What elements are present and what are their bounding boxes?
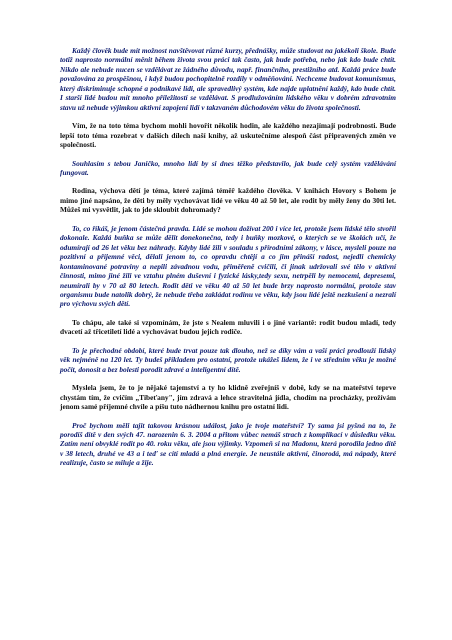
paragraph-god-2: Souhlasím s tebou Janičko, mnoho lidí by si dnes těžko představilo, jak bude celý systém vzdělávání fungovat. — [60, 158, 396, 177]
paragraph-author-4: Myslela jsem, že to je nějaké tajemství a ty ho klidně zveřejníš v době, kdy se na mateřství teprve chystám tím, že cvičím „Tibeťany", jím zdravá a lehce stravitelná jídla, chodím na procházky, prožívám jenom samé příjemné chvíle a píšu tuto nádhernou knihu pro ostatní lidi. — [60, 383, 396, 412]
paragraph-god-3: To, co říkáš, je jenom částečná pravda. Lidé se mohou dožívat 200 i více let, protože jsem lidské tělo stvořil dokonale. Každá buňka se může dělit donekonečna, tedy i buňky mozkové, o kterých se ve školách učí, že odumírají od 26 let věku bez náhrady. Kdyby lidé žili v souladu s přírodními zákony, v lásce, mysleli pouze na pozitivní a příjemné věci, dělali jenom to, co opravdu chtějí a co jim přináší radost, nejedli chemicky kontaminované potraviny a nepili závadnou vodu, přiměřeně cvičili, či jinak udržovali své tělo v aktivní činnosti, mimo jiné žili ve vztahu plném duševní i fyzické lásky,tedy sexu, netrpěli by nemocemi, depresemi, neumírali by v 70 až 80 letech. Rodit děti ve věku 40 až 50 let bude brzy naprosto normální, protože stav organismu bude natolik dobrý, že nebude třeba zakládat rodinu ve věku, kdy jsou lidé ještě nezkušení a nezralí pro výchovu svých dětí. — [60, 223, 396, 309]
paragraph-god-4: To je přechodné období, které bude trvat pouze tak dlouho, než se díky vám a vaší práci prodlouží lidský věk nejméně na 120 let. Ty budeš příkladem pro ostatní, protože ukážeš lidem, že i ve středním věku je možné počít, donosit a bez bolesti porodit zdravé a inteligentní dítě. — [60, 345, 396, 374]
paragraph-god-1: Každý člověk bude mít možnost navštěvovat různé kurzy, přednášky, může studovat na jakékoli škole. Bude totiž naprosto normální měnit během života svou práci tak často, jak bude potřeba, nebo jak kdo bude chtít. Nikdo ale nebude nucen se vzdělávat ze žádného důvodu, např. finančního, prestižního atd. Každá práce bude považována za prospěšnou, i když budou pochopitelně rozdíly v odměňování. Nechceme budovat komunismus, který diskriminuje schopné a podnikavé lidi, ale spravedlivý systém, kde najde uplatnění každý, kdo bude chtít. I starší lidé budou mít mnoho příležitostí se vzdělávat. S prodlužováním lidského věku v dobrém zdravotním stavu už nebude výjimkou aktivní zapojení lidí v takzvaném důchodovém věku do života společnosti. — [60, 46, 396, 112]
paragraph-author-1: Vím, že na toto téma bychom mohli hovořit několik hodin, ale každého nezajímají podrobnosti. Bude lepší toto téma rozebrat v dalších dílech naší knihy, až uskutečníme alespoň část připravených změn ve společnosti. — [60, 121, 396, 150]
paragraph-author-3: To chápu, ale také si vzpomínám, že jste s Nealem mluvili i o jiné variantě: rodit budou mladí, tedy dvacetí až třicetiletí lidé a vychovávat budou jejich rodiče. — [60, 317, 396, 337]
paragraph-god-5: Proč bychom měli tajit takovou krásnou událost, jako je tvoje mateřství? Ty sama jsi pyšná na to, že porodíš dítě v den svých 47. narozenin 6. 3. 2004 a přitom vůbec nemáš strach z komplikací v důsledku věku. Zatím není obvyklé rodit po 40. roku věku, ale jsou výjimky. Vzpomeň si na Madonu, která porodila jedno dítě v 38 letech, druhé ve 43 a i teď se cítí mladá a plná energie. Je neustále aktivní, činorodá, má nápady, které realizuje, často se miluje a žije. — [60, 420, 396, 468]
paragraph-author-2: Rodina, výchova dětí je téma, které zajímá téměř každého člověka. V knihách Hovory s Bohem je mimo jiné napsáno, že děti by měly vychovávat lidé ve věku 40 až 50 let, ale rodit by měly ženy do 30ti let. Můžeš mi vysvětlit, jak to jde skloubit dohromady? — [60, 186, 396, 215]
